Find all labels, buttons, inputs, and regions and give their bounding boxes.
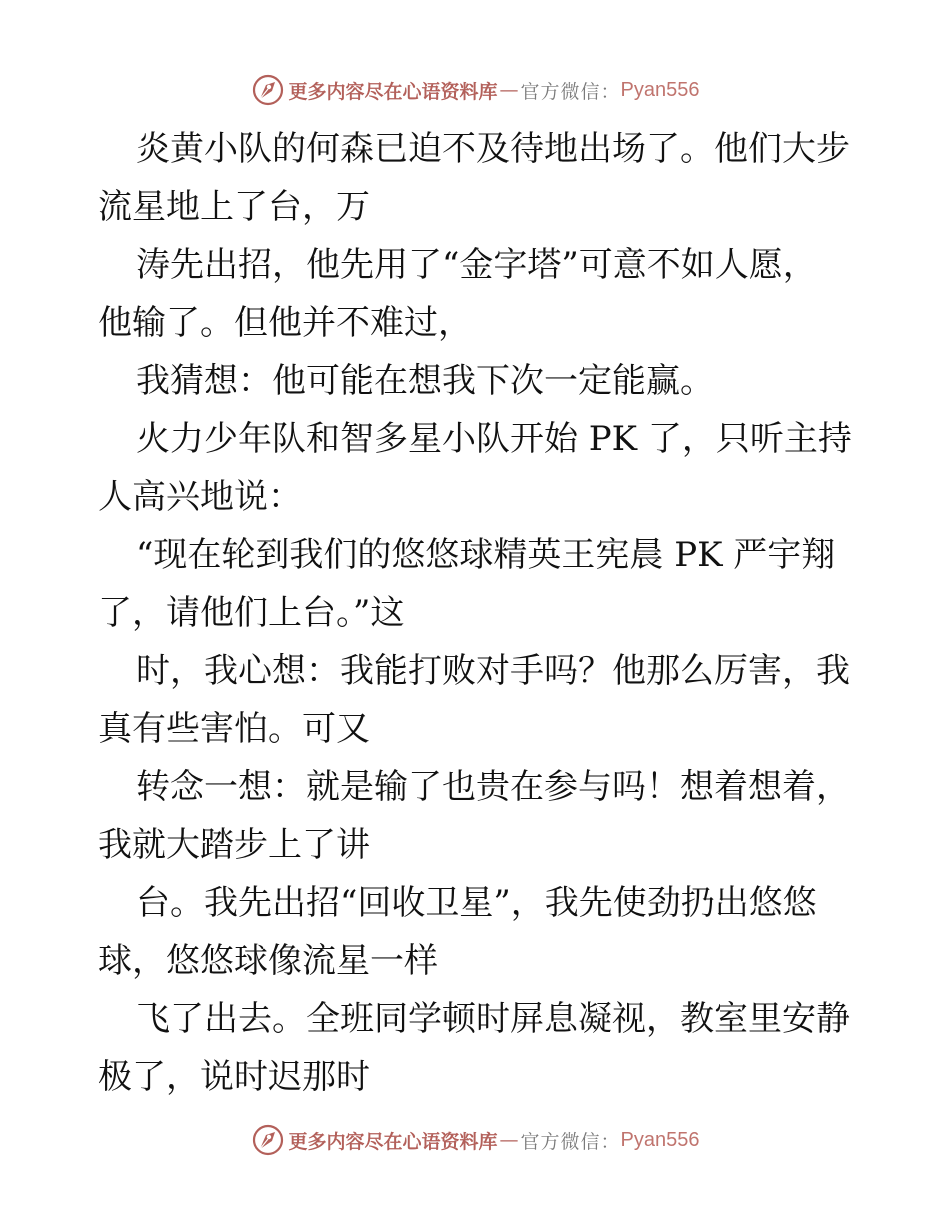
watermark-footer: [0, 1120, 950, 1160]
watermark-wechat-id: Pyan556: [620, 78, 700, 101]
watermark-brand: 更多内容尽在心语资料库: [288, 80, 498, 103]
text-line: 炎黄小队的何森已迫不及待地出场了。他们大步: [136, 129, 850, 169]
text-line: 真有些害怕。可又: [98, 709, 370, 749]
text-line: 台。我先出招“回收卫星”，我先使劲扔出悠悠: [136, 883, 817, 923]
watermark-wechat-id: Pyan556: [620, 1128, 700, 1151]
watermark-brand: 更多内容尽在心语资料库: [288, 1130, 498, 1153]
pen-nib-circle-icon: [251, 1123, 285, 1157]
watermark-separator: —: [499, 79, 519, 101]
pen-nib-circle-icon: [251, 73, 285, 107]
text-line: 火力少年队和智多星小队开始 PK 了，只听主持: [136, 419, 852, 459]
text-line: 我猜想：他可能在想我下次一定能赢。: [136, 361, 714, 401]
text-line: 了，请他们上台。”这: [98, 593, 405, 633]
text-line: 人高兴地说：: [98, 477, 302, 517]
text-line: 我就大踏步上了讲: [98, 825, 370, 865]
watermark-official-label: 官方微信：: [520, 1130, 621, 1153]
watermark-separator: —: [499, 1129, 519, 1151]
text-line: 时，我心想：我能打败对手吗？他那么厉害，我: [136, 651, 850, 691]
text-line: 极了，说时迟那时: [98, 1057, 370, 1097]
watermark-header: [0, 70, 950, 110]
watermark-official-label: 官方微信：: [520, 80, 621, 103]
text-line: 涛先出招，他先用了“金字塔”可意不如人愿，: [136, 245, 817, 285]
article-body: [98, 120, 858, 1106]
text-line: 流星地上了台，万: [98, 187, 370, 227]
text-line: 他输了。但他并不难过，: [98, 303, 472, 343]
text-line: 飞了出去。全班同学顿时屏息凝视，教室里安静: [136, 999, 850, 1039]
text-line: 球，悠悠球像流星一样: [98, 941, 438, 981]
text-line: 转念一想：就是输了也贵在参与吗！想着想着，: [136, 767, 850, 807]
text-line: “现在轮到我们的悠悠球精英王宪晨 PK 严宇翔: [136, 535, 836, 575]
